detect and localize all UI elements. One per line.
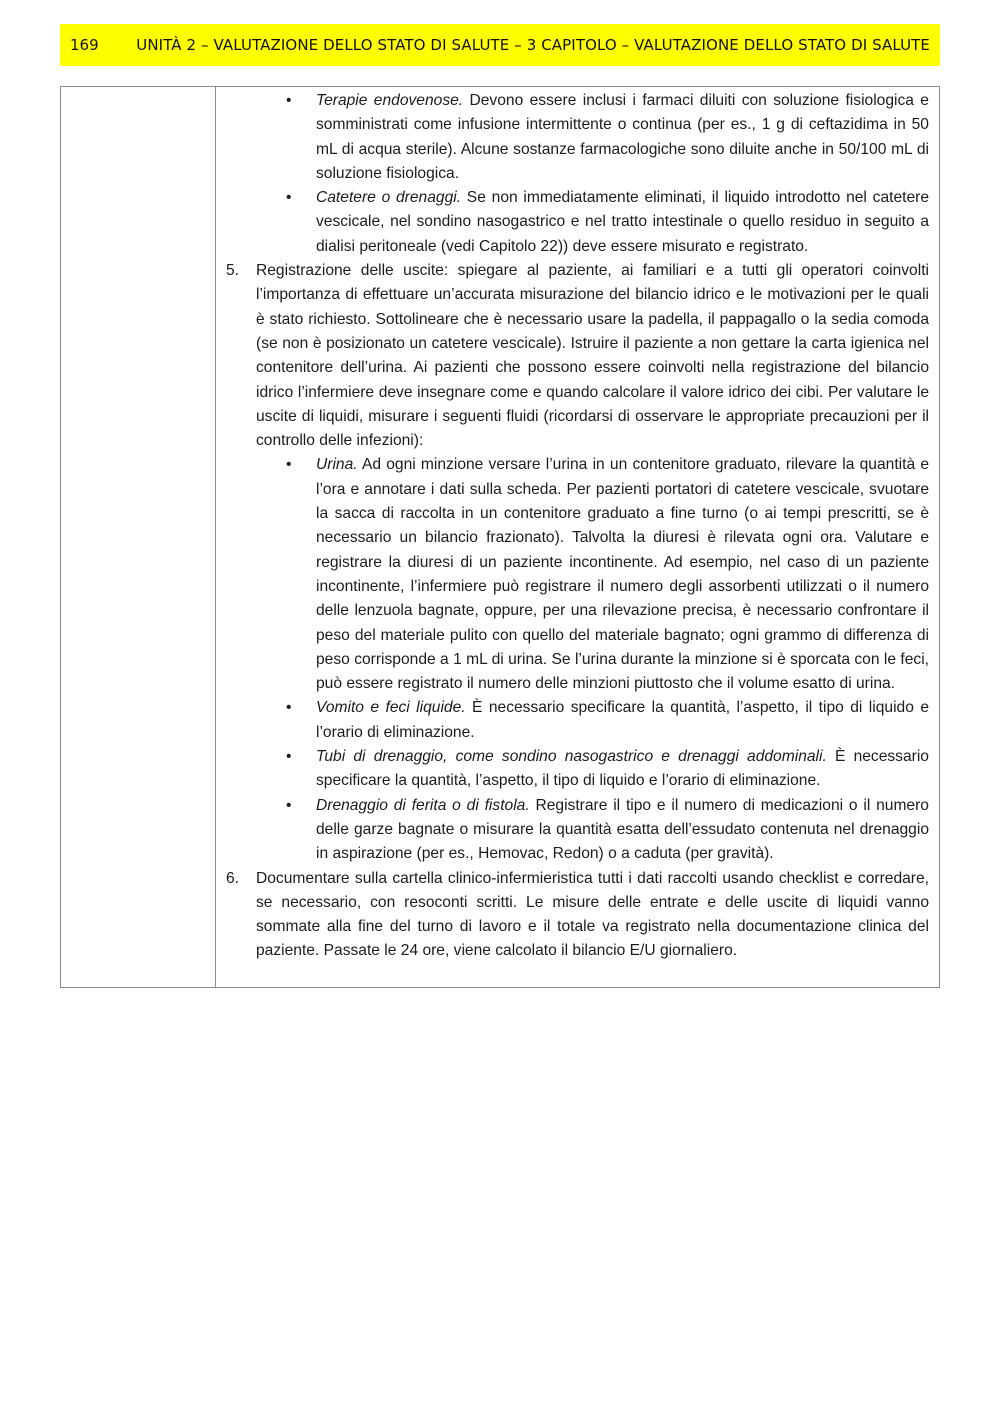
bullet-term: Tubi di drenaggio, come sondino nasogastrico e drenaggi addominali. [316,748,827,766]
item-number: 6. [226,869,240,887]
list-item [226,453,929,696]
item-text: Registrazione delle uscite: spiegare al paziente, ai familiari e a tutti gli operatori coinvolti l’importanza di effettuare un’accurata misurazione del bilancio idrico e le motivazioni per le quali è stato richiesto. Sottolineare che è necessario usare la padella, il pappagallo o la sedia comoda (se non è posizionato un catetere vescicale). Istruire il paziente a non gettare la carta igienica nel contenitore dell’urina. Ai pazienti che possono essere coinvolti nella registrazione del bilancio idrico l’infermiere deve insegnare come e quando calcolare il valore idrico dei cibi. Per valutare le uscite di liquidi, misurare i seguenti fluidi (ricordarsi di osservare le appropriate precauzioni per il controllo delle infezioni): [256,262,929,450]
bullet-icon: • [286,189,292,207]
bullet-icon: • [286,748,292,766]
numbered-item-5 [226,259,929,866]
item-number: 5. [226,262,240,280]
list-item [226,186,929,259]
list-item [226,794,929,867]
bullet-text: Devono essere inclusi i farmaci diluiti con soluzione fisiologica e somministrati come infusione intermittente o continua (per es., 1 g di ceftazidima in 50 mL di acqua sterile). Alcune sostanze farmacologiche sono diluite anche in 50/100 mL di soluzione fisiologica. [316,92,929,182]
numbered-item-6 [226,867,929,964]
bullet-text: Ad ogni minzione versare l’urina in un contenitore graduato, rilevare la quantità e l’ora e annotare i dati sulla scheda. Per pazienti portatori di catetere vescicale, svuotare la sacca di raccolta in un contenitore graduato a fine turno (o ai tempi prescritti, se è necessario un bilancio frazionato). Talvolta la diuresi è rilevata ogni ora. Valutare e registrare la diuresi di un paziente incontinente. Ad esempio, nel caso di un paziente incontinente, l’infermiere può registrare il numero degli assorbenti utilizzati o il numero delle lenzuola bagnate, oppure, per una rilevazione precisa, è necessario confrontare il peso del materiale pulito con quello del materiale bagnato; ogni grammo di differenza di peso corrisponde a 1 mL di urina. Se l’urina durante la minzione si è sporcata con le feci, può essere registrato il numero delle minzioni piuttosto che il volume esatto di urina. [316,456,929,693]
bullet-term: Vomito e feci liquide. [316,699,466,717]
bullet-icon: • [286,796,292,814]
list-item [226,89,929,186]
bullet-text: Registrare il tipo e il numero di medicazioni o il numero delle garze bagnate o misurare la quantità esatta dell’essudato contenuta nel drenaggio in aspirazione (per es., Hemovac, Redon) o a caduta (per gravità). [316,796,929,863]
bullet-icon: • [286,699,292,717]
bullet-term: Catetere o drenaggi. [316,189,462,207]
list-item [226,696,929,745]
bullet-term: Terapie endovenose. [316,92,464,109]
table-left-cell [61,87,216,987]
bullet-term: Drenaggio di ferita o di fistola. [316,796,530,814]
bullet-list-intake [226,89,929,259]
page-number: 169 [70,36,99,54]
page-header [60,24,940,66]
table-right-cell [216,87,939,987]
bullet-term: Urina. [316,456,358,474]
bullet-text: È necessario specificare la quantità, l’aspetto, il tipo di liquido e l’orario di eliminazione. [316,699,929,741]
header-title: UNITÀ 2 – VALUTAZIONE DELLO STATO DI SALUTE – 3 CAPITOLO – VALUTAZIONE DELLO STATO DI SALUTE [136,36,930,54]
item-text: Documentare sulla cartella clinico-infermieristica tutti i dati raccolti usando checklist e corredare, se necessario, con resoconti scritti. Le misure delle entrate e delle uscite di liquidi vanno sommate alla fine del turno di lavoro e il totale va registrato nella documentazione clinica del paziente. Passate le 24 ore, viene calcolato il bilancio E/U giornaliero. [256,869,929,960]
bullet-list-output [226,453,929,866]
bullet-text: È necessario specificare la quantità, l’aspetto, il tipo di liquido e l’orario di eliminazione. [316,748,929,790]
bullet-icon: • [286,456,292,474]
bullet-text: Se non immediatamente eliminati, il liquido introdotto nel catetere vescicale, nel sondino nasogastrico e nel tratto intestinale o quello residuo in seguito a dialisi peritoneale (vedi Capitolo 22)) deve essere misurato e registrato. [316,189,929,255]
list-item [226,745,929,794]
procedure-table [60,86,940,988]
bullet-icon: • [286,92,292,109]
